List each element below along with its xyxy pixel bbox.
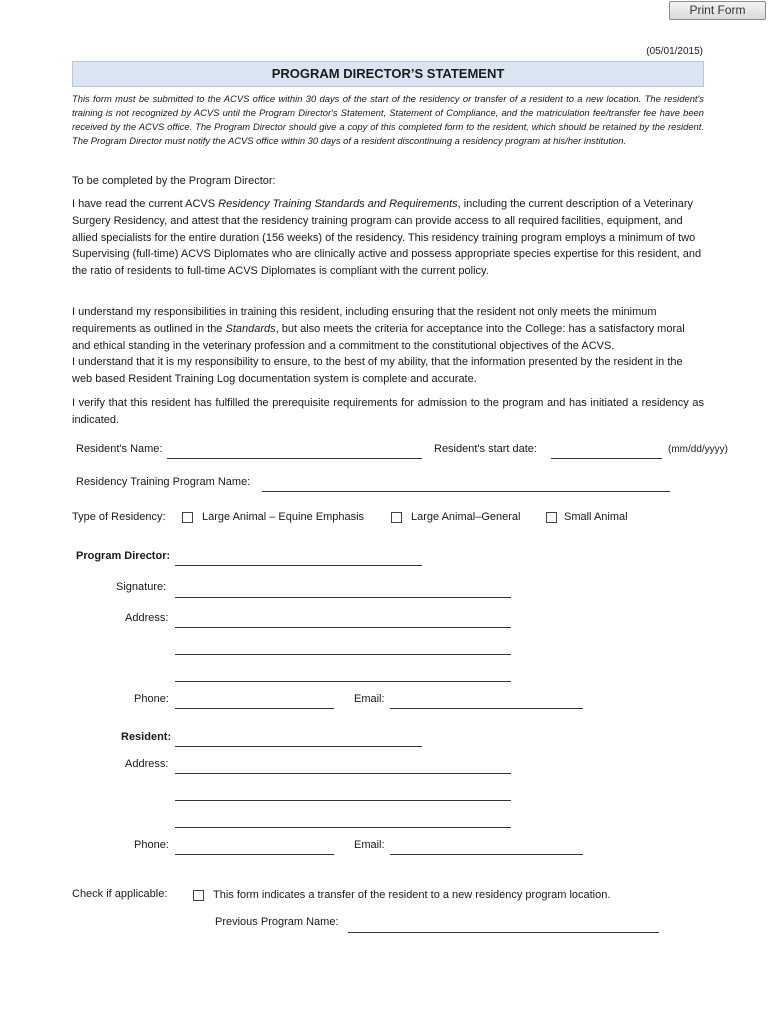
- program-director-field[interactable]: [175, 565, 422, 566]
- pd-address-line-1[interactable]: [175, 627, 511, 628]
- pd-email-field[interactable]: [390, 708, 583, 709]
- signature-field[interactable]: [175, 597, 511, 598]
- resident-email-label: Email:: [354, 839, 385, 851]
- paragraph-2: [72, 304, 704, 388]
- paragraph-3: I verify that this resident has fulfilled the prerequisite requirements for admission to the program and has initiated a residency as indicated.: [72, 397, 704, 426]
- equine-label: Large Animal – Equine Emphasis: [202, 511, 365, 523]
- program-name-field[interactable]: [262, 491, 670, 492]
- type-of-residency-label: Type of Residency:: [72, 511, 166, 523]
- to-be-completed-text: To be completed by the Program Director:: [72, 175, 276, 187]
- pd-address-line-2[interactable]: [175, 654, 511, 655]
- resident-label: Resident:: [121, 731, 172, 743]
- equine-checkbox[interactable]: [182, 512, 193, 523]
- para1-post: , including the current description of a Veterinary Surgery Residency, and attest that the residency training program can provide access to all required facilities, equipment, and allied specialists for the entire duration (156 weeks) of the residency. This residency training program employs a minimum of two Supervising (full-time) ACVS Diplomates who are clinically active and possess appropriate species expertise for this resident, and the ratio of residents to full-time ACVS Diplomates is compliant with the current policy.: [72, 198, 702, 278]
- para2-em: Standards: [225, 322, 276, 335]
- resident-address-line-3[interactable]: [175, 827, 511, 828]
- date-format-hint: (mm/dd/yyyy): [668, 444, 728, 455]
- general-label: Large Animal–General: [411, 511, 521, 523]
- start-date-field[interactable]: [551, 458, 662, 459]
- paragraph-1: [72, 196, 704, 280]
- pd-phone-label: Phone:: [134, 693, 169, 705]
- small-animal-label: Small Animal: [564, 511, 628, 523]
- transfer-checkbox[interactable]: [193, 890, 204, 901]
- resident-field[interactable]: [175, 746, 422, 747]
- resident-phone-field[interactable]: [175, 854, 334, 855]
- intro-text: This form must be submitted to the ACVS office within 30 days of the start of the residency or transfer of a resident to a new location. The resident's training is not recognized by ACVS until the Program Director's Statement, Statement of Compliance, and the matriculation fee/transfer fee have been received by the ACVS office. The Program Director should give a copy of this completed form to the resident, which should be retained by the resident. The Program Director must notify the ACVS office within 30 days of a resident discontinuing a residency program at his/her institution.: [72, 93, 704, 146]
- program-director-label: Program Director:: [76, 550, 171, 562]
- resident-phone-label: Phone:: [134, 839, 169, 851]
- para1-em: Residency Training Standards and Requirements: [218, 198, 458, 210]
- signature-label: Signature:: [116, 581, 167, 593]
- form-date: (05/01/2015): [646, 46, 703, 57]
- start-date-label: Resident's start date:: [434, 443, 537, 455]
- previous-program-field[interactable]: [348, 932, 659, 933]
- pd-address-label: Address:: [125, 612, 169, 624]
- para1-pre: I have read the current ACVS: [72, 198, 219, 210]
- small-animal-checkbox[interactable]: [546, 512, 557, 523]
- para2-post: , but also meets the criteria for acceptance into the College: has a satisfactory moral and ethical standing in the veterinary profession and a commitment to the constitutional objectives of the ACVS.: [72, 322, 685, 352]
- resident-address-line-2[interactable]: [175, 800, 511, 801]
- print-form-button[interactable]: Print Form: [669, 1, 766, 20]
- pd-email-label: Email:: [354, 693, 385, 705]
- resident-address-line-1[interactable]: [175, 773, 511, 774]
- program-name-label: Residency Training Program Name:: [76, 476, 251, 488]
- resident-address-label: Address:: [125, 758, 169, 770]
- residents-name-label: Resident's Name:: [76, 443, 163, 455]
- general-checkbox[interactable]: [391, 512, 402, 523]
- resident-email-field[interactable]: [390, 854, 583, 855]
- pd-phone-field[interactable]: [175, 708, 334, 709]
- para2-pre: I understand my responsibilities in training this resident, including ensuring that the resident not only meets the minimum requirements as outlined in the: [72, 306, 657, 335]
- page-title: PROGRAM DIRECTOR’S STATEMENT: [72, 61, 704, 87]
- check-if-applicable-label: Check if applicable:: [72, 888, 168, 900]
- residents-name-field[interactable]: [167, 458, 422, 459]
- para2-line2: I understand that it is my responsibility to ensure, to the best of my ability, that the information presented by the resident in the web based Resident Training Log documentation system is complete and accurate.: [72, 356, 683, 386]
- pd-address-line-3[interactable]: [175, 681, 511, 682]
- previous-program-label: Previous Program Name:: [215, 916, 339, 928]
- transfer-label: This form indicates a transfer of the resident to a new residency program location.: [213, 889, 611, 901]
